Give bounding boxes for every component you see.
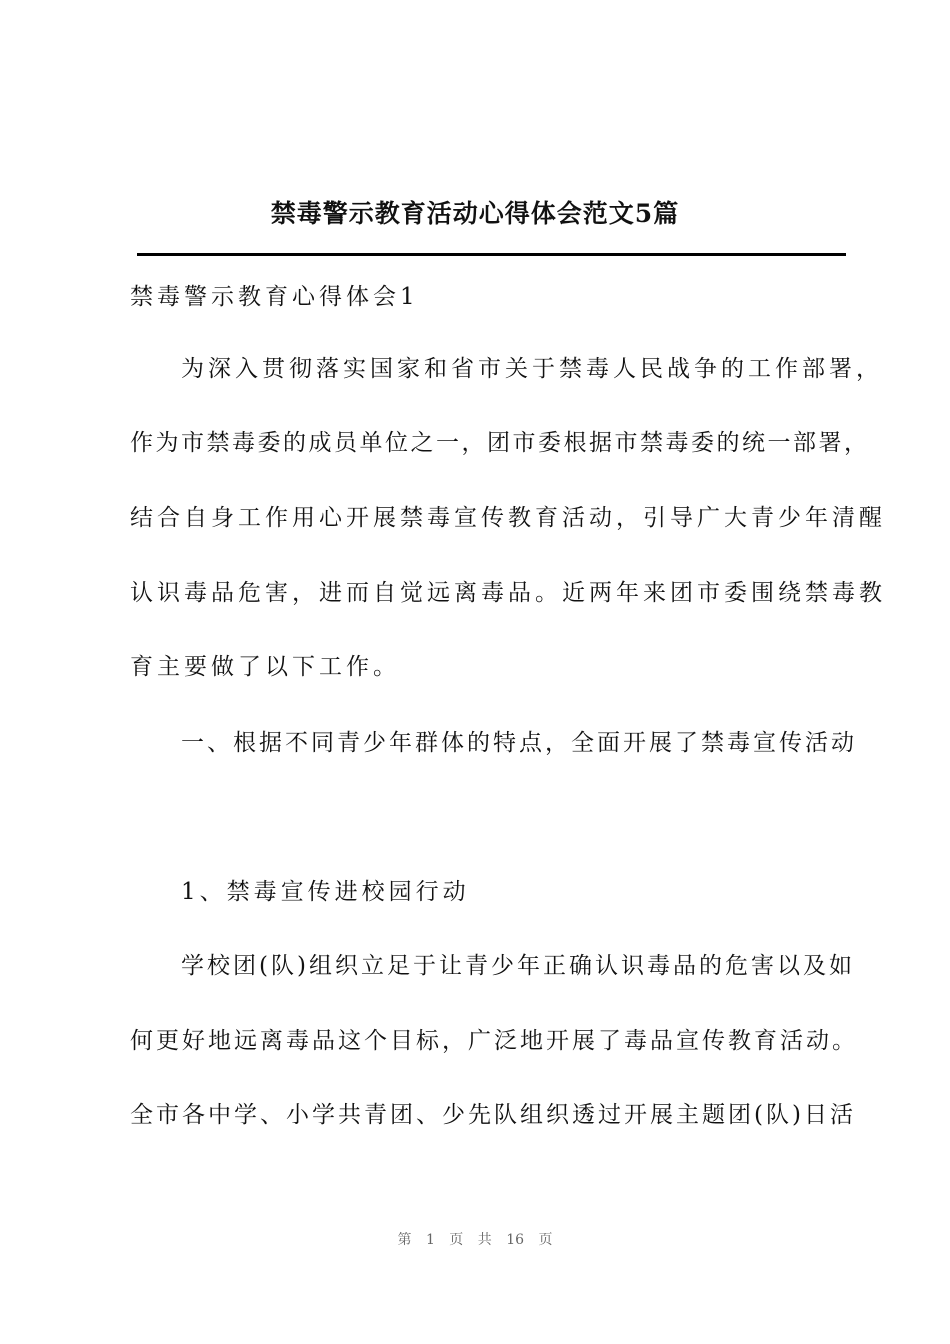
paragraph-line: 学校团(队)组织立足于让青少年正确认识毒品的危害以及如 — [181, 953, 855, 979]
page-footer: 第 1 页 共 16 页 — [397, 1232, 553, 1248]
paragraph-line: 育主要做了以下工作。 — [130, 654, 400, 680]
paragraph-line: 何更好地远离毒品这个目标，广泛地开展了毒品宣传教育活动。 — [130, 1028, 858, 1054]
paragraph-line: 作为市禁毒委的成员单位之一，团市委根据市禁毒委的统一部署， — [130, 430, 870, 456]
title-underline — [137, 253, 846, 256]
document-title: 禁毒警示教育活动心得体会范文5篇 — [270, 199, 680, 228]
section-heading: 禁毒警示教育心得体会1 — [130, 284, 419, 310]
paragraph-line: 为深入贯彻落实国家和省市关于禁毒人民战争的工作部署， — [181, 356, 883, 382]
paragraph-line: 结合自身工作用心开展禁毒宣传教育活动，引导广大青少年清醒 — [130, 505, 886, 531]
paragraph-line: 全市各中学、小学共青团、少先队组织透过开展主题团(队)日活 — [130, 1102, 856, 1128]
subheading: 1、禁毒宣传进校园行动 — [181, 879, 470, 905]
subheading: 一、根据不同青少年群体的特点，全面开展了禁毒宣传活动 — [181, 730, 857, 756]
paragraph-line: 认识毒品危害，进而自觉远离毒品。近两年来团市委围绕禁毒教 — [130, 580, 886, 606]
